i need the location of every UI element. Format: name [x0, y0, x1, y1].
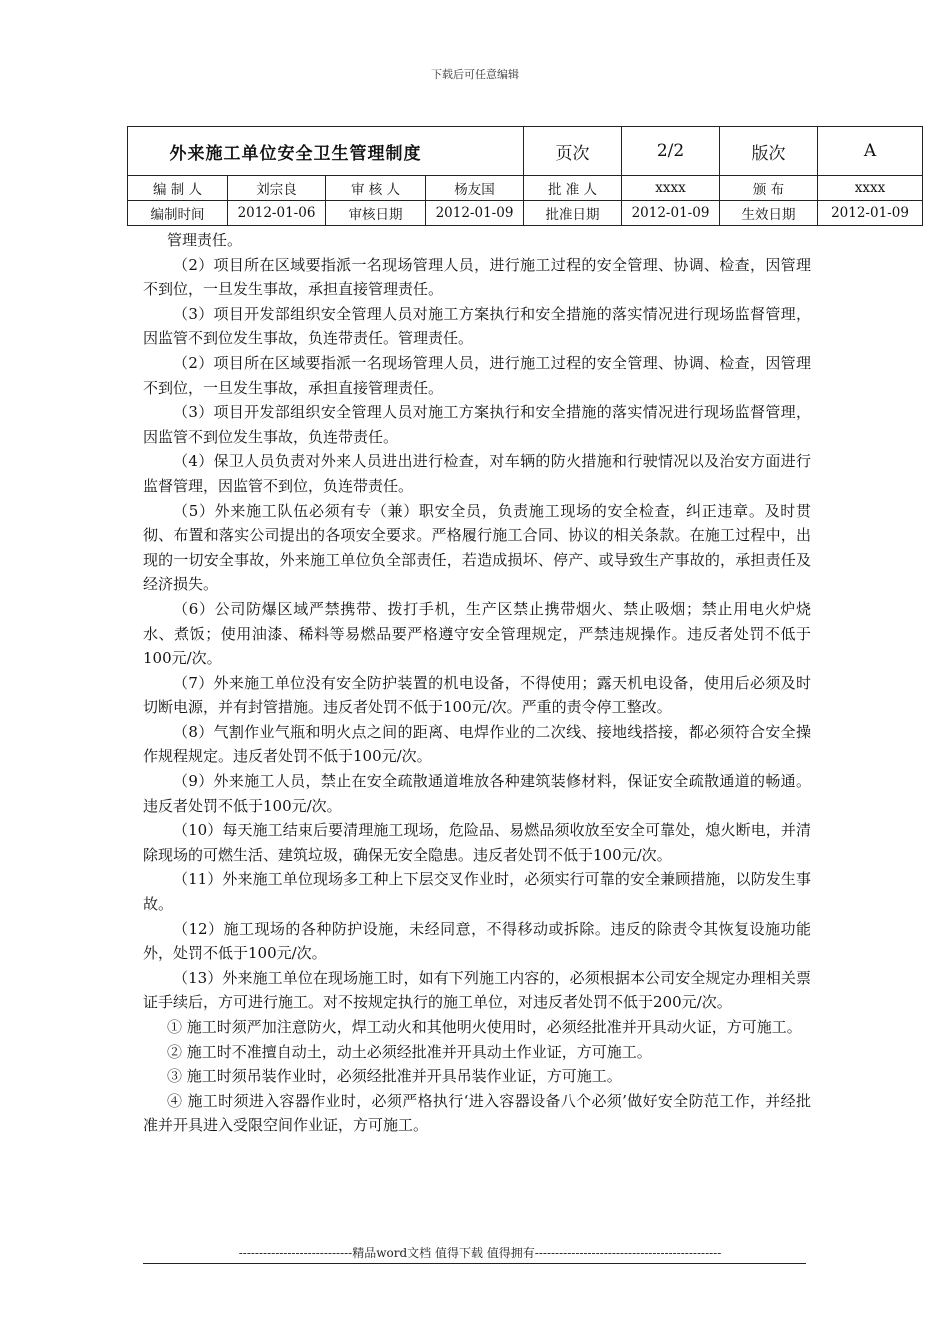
- preparer-label: 编 制 人: [128, 176, 228, 201]
- paragraph: （6）公司防爆区域严禁携带、拨打手机，生产区禁止携带烟火、禁止吸烟；禁止用电火炉烧水、煮饭；使用油漆、稀料等易燃品要严格遵守安全管理规定，严禁违规操作。违反者处罚不低于100元/次。: [143, 599, 811, 668]
- document-title: 外来施工单位安全卫生管理制度: [128, 127, 524, 176]
- paragraph: （4）保卫人员负责对外来人员进出进行检查，对车辆的防火措施和行驶情况以及治安方面进行监督管理，因监管不到位，负连带责任。: [143, 452, 811, 495]
- paragraph: （8）气割作业气瓶和明火点之间的距离、电焊作业的二次线、接地线搭接，都必须符合安全操作规程规定。违反者处罚不低于100元/次。: [143, 722, 811, 766]
- paragraph: （12）施工现场的各种防护设施，未经同意，不得移动或拆除。违反的除责令其恢复设施功能外，处罚不低于100元/次。: [143, 919, 811, 963]
- list-item: ④ 施工时须进入容器作业时，必须严格执行‘进入容器设备八个必须’做好安全防范工作，并经批准并开具进入受限空间作业证，方可施工。: [143, 1091, 811, 1135]
- reviewer-label: 审 核 人: [326, 176, 426, 201]
- review-date: 2012-01-09: [426, 201, 524, 226]
- paragraph: （13）外来施工单位在现场施工时，如有下列施工内容的，必须根据本公司安全规定办理相关票证手续后，方可进行施工。对不按规定执行的施工单位，对违反者处罚不低于200元/次。: [143, 968, 811, 1012]
- list-item: ① 施工时须严加注意防火，焊工动火和其他明火使用时，必须经批准并开具动火证，方可施工。: [167, 1018, 802, 1036]
- preparer-name: 刘宗良: [228, 176, 326, 201]
- approval-date: 2012-01-09: [622, 201, 720, 226]
- paragraph: （3）项目开发部组织安全管理人员对施工方案执行和安全措施的落实情况进行现场监督管理，因监管不到位发生事故，负连带责任。管理责任。: [143, 304, 811, 348]
- paragraph: （7）外来施工单位没有安全防护装置的机电设备，不得使用；露天机电设备，使用后必须及时切断电源，并有封管措施。违反者处罚不低于100元/次。严重的责令停工整改。: [143, 673, 811, 717]
- paragraph: 管理责任。: [167, 231, 243, 249]
- footer-divider: [143, 1263, 806, 1264]
- approver-label: 批 准 人: [524, 176, 622, 201]
- paragraph: （11）外来施工单位现场多工种上下层交叉作业时，必须实行可靠的安全兼顾措施，以防发生事故。: [143, 870, 811, 914]
- reviewer-name: 杨友国: [426, 176, 524, 201]
- approver-name: xxxx: [622, 176, 720, 201]
- prepared-date-label: 编制时间: [128, 201, 228, 226]
- version-label: 版次: [720, 127, 818, 176]
- paragraph: （3）项目开发部组织安全管理人员对施工方案执行和安全措施的落实情况进行现场监督管理，因监管不到位发生事故，负连带责任。: [143, 403, 811, 446]
- document-body: [143, 228, 811, 1138]
- effective-date: 2012-01-09: [818, 201, 923, 226]
- issuer-name: xxxx: [818, 176, 923, 201]
- paragraph: （9）外来施工人员，禁止在安全疏散通道堆放各种建筑装修材料，保证安全疏散通道的畅通。违反者处罚不低于100元/次。: [143, 772, 811, 815]
- version-value: A: [818, 127, 923, 176]
- page-value: 2/2: [622, 127, 720, 176]
- list-item: ③ 施工时须吊装作业时，必须经批准并开具吊装作业证，方可施工。: [167, 1067, 622, 1086]
- paragraph: （2）项目所在区域要指派一名现场管理人员，进行施工过程的安全管理、协调、检查，因管理不到位，一旦发生事故，承担直接管理责任。: [143, 255, 811, 299]
- paragraph: （2）项目所在区域要指派一名现场管理人员，进行施工过程的安全管理、协调、检查，因管理不到位，一旦发生事故，承担直接管理责任。: [143, 353, 811, 397]
- approval-date-label: 批准日期: [524, 201, 622, 226]
- paragraph: （5）外来施工队伍必须有专（兼）职安全员，负责施工现场的安全检查，纠正违章。及时贯彻、布置和落实公司提出的各项安全要求。严格履行施工合同、协议的相关条款。在施工过程中，出现的一切安全事故，外来施工单位负全部责任，若造成损坏、停产、或导致生产事故的，承担责任及经济损失。: [143, 501, 811, 594]
- issuer-label: 颁 布: [720, 176, 818, 201]
- document-header-table: [127, 126, 923, 226]
- review-date-label: 审核日期: [326, 201, 426, 226]
- footer-text: ----------------------------精品word文档 值得下载 值得拥有----------------------------------------------: [238, 1246, 722, 1260]
- list-item: ② 施工时不准擅自动土，动土必须经批准并开具动土作业证，方可施工。: [167, 1042, 652, 1061]
- paragraph: （10）每天施工结束后要清理施工现场，危险品、易燃品须收放至安全可靠处，熄火断电，并清除现场的可燃生活、建筑垃圾，确保无安全隐患。违反者处罚不低于100元/次。: [143, 821, 811, 864]
- page-label: 页次: [524, 127, 622, 176]
- effective-date-label: 生效日期: [720, 201, 818, 226]
- top-note: 下载后可任意编辑: [431, 68, 519, 81]
- prepared-date: 2012-01-06: [228, 201, 326, 226]
